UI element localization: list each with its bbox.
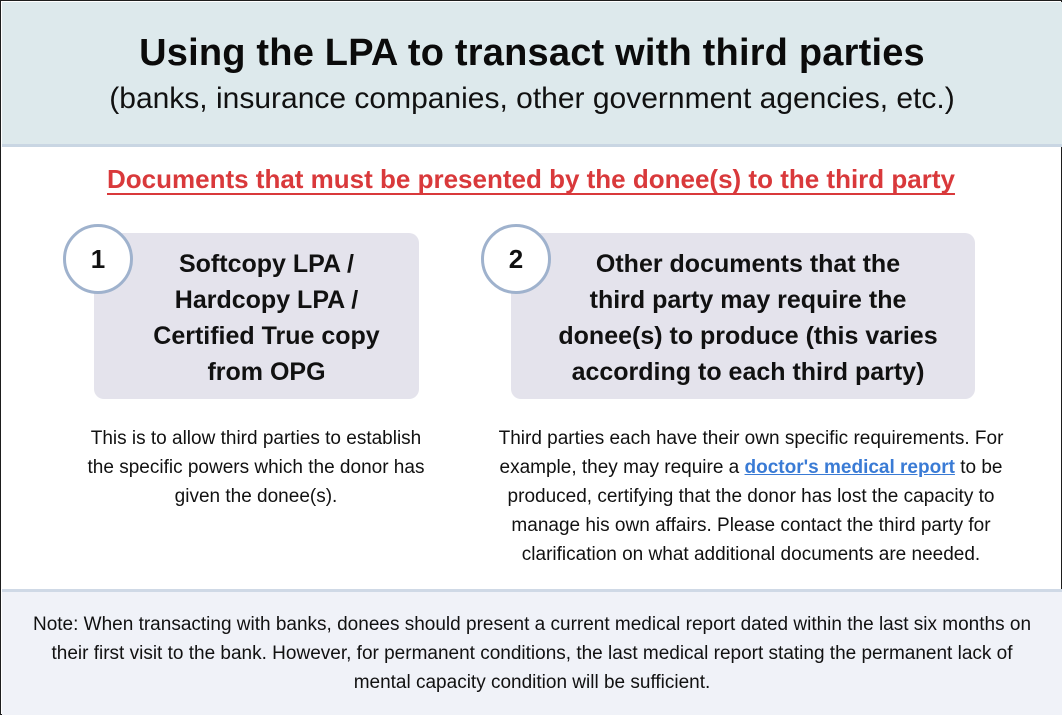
section-heading: Documents that must be presented by the donee(s) to the third party	[107, 164, 955, 194]
card-1-title-line: from OPG	[207, 358, 326, 386]
card-1-title-line: Hardcopy LPA /	[174, 286, 359, 314]
number-badge-2: 2	[481, 224, 551, 294]
number-badge-1: 1	[63, 224, 133, 294]
card-2-description	[471, 424, 1031, 569]
card-1-title-line: Certified True copy	[153, 322, 380, 350]
card-2-title-line: Other documents that the	[595, 250, 901, 278]
card-1-description: This is to allow third parties to establish the specific powers which the donor has given the donee(s).	[87, 428, 425, 507]
card-1-title	[153, 246, 379, 390]
document-card-2	[511, 233, 975, 399]
card-2-title-line: according to each third party)	[571, 358, 925, 386]
card-2-description-text: Third parties each have their own specific requirements. For example, they may require a	[498, 428, 1004, 478]
doctors-medical-report-link[interactable]: doctor's medical report	[744, 457, 955, 478]
card-1-title-line: Softcopy LPA /	[178, 250, 354, 278]
card-2-title-line: third party may require the	[589, 286, 907, 314]
header-banner	[2, 2, 1062, 147]
bank-note: Note: When transacting with banks, donees should present a current medical report dated within the last six months on their first visit to the bank. However, for permanent conditions, the last medical report stating the permanent lack of mental capacity condition will be sufficient.	[2, 589, 1062, 715]
page-title: Using the LPA to transact with third parties	[139, 32, 925, 74]
card-2-title	[558, 246, 937, 390]
card-2-title-line: donee(s) to produce (this varies	[558, 322, 938, 350]
card-2-description-text: to be produced, certifying that the donor has lost the capacity to manage his own affairs. Please contact the third party for clarification on what additional documents are needed.	[507, 457, 1003, 565]
page-subtitle: (banks, insurance companies, other government agencies, etc.)	[109, 82, 955, 115]
document-card-1	[94, 233, 419, 399]
